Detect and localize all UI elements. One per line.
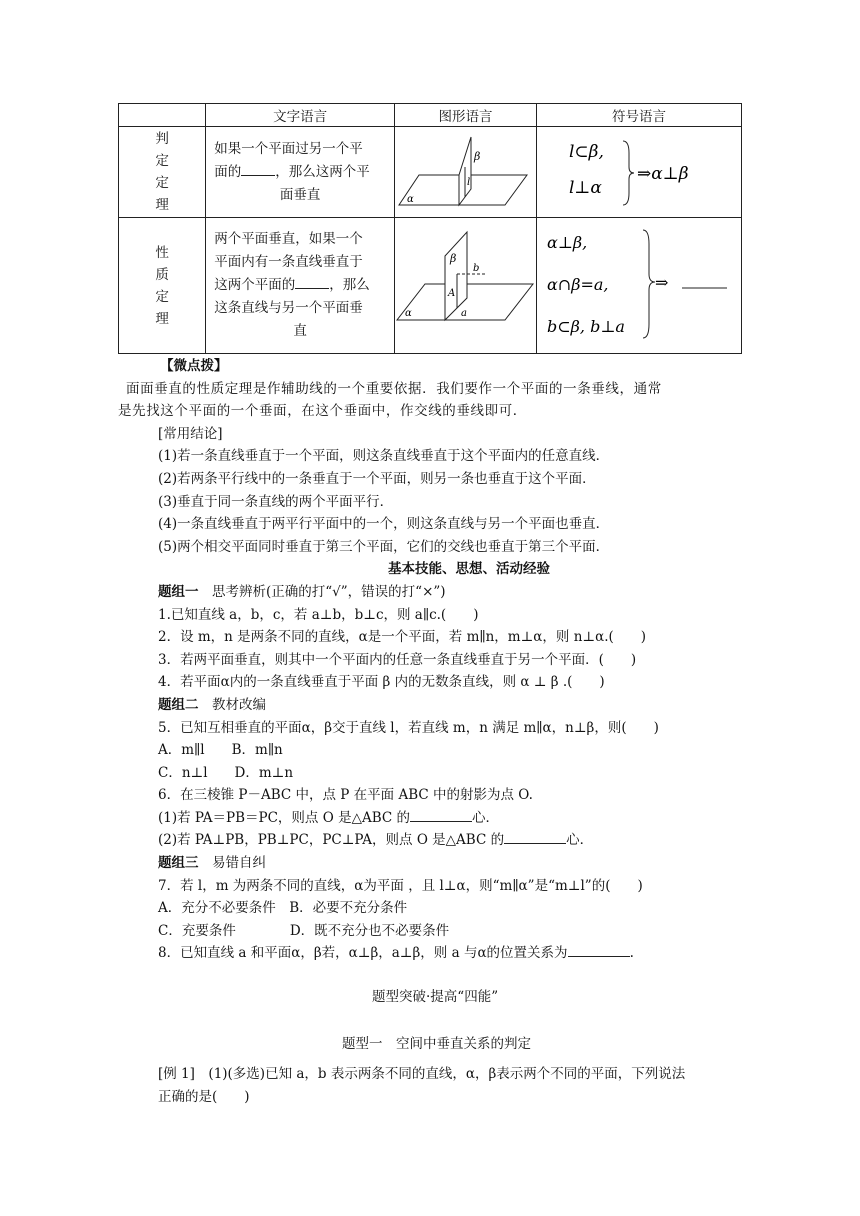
- figure-label-beta: β: [474, 150, 481, 163]
- row-head-char: 定: [155, 153, 169, 169]
- fill-blank: [568, 942, 630, 957]
- property-text-line: 两个平面垂直，如果一个: [214, 231, 363, 247]
- tip-paragraph: 面面垂直的性质定理是作辅助线的一个重要依据．我们要作一个平面的一条垂线，通常: [126, 380, 662, 397]
- judgment-symbol-expression: [537, 127, 741, 213]
- property-text-line: 这条直线与另一个平面垂: [214, 300, 363, 316]
- group-title: 题组一: [158, 583, 199, 600]
- symbol-line: α⊥β,: [546, 232, 588, 252]
- question-1: 1.已知直线 a，b，c，若 a⊥b，b⊥c，则 a∥c.( ): [158, 606, 479, 623]
- figure-label-alpha: α: [405, 307, 413, 319]
- table-header-row: [119, 104, 742, 127]
- conclusion-item: (5)两个相交平面同时垂直于第三个平面，它们的交线也垂直于第三个平面．: [158, 538, 610, 555]
- group2-header: [158, 694, 768, 717]
- conclusion-item: (4)一条直线垂直于两平行平面中的一个，则这条直线与另一个平面也垂直．: [158, 516, 610, 533]
- question-6: 6．在三棱锥 P－ABC 中，点 P 在平面 ABC 中的射影为点 O.: [158, 787, 533, 804]
- group-title: 题组二: [158, 696, 199, 713]
- example-tag: [例 1]: [158, 1066, 195, 1083]
- question-6-part-2: [158, 829, 768, 852]
- property-symbol-cell: [536, 218, 741, 354]
- example-line-1: [158, 1063, 768, 1086]
- question-5-options: A．m∥l B．m∥n: [158, 742, 283, 759]
- fill-blank: [241, 161, 275, 176]
- figure-label-a: a: [461, 307, 468, 319]
- theorem-table: [118, 103, 742, 354]
- property-figure-cell: [395, 218, 537, 354]
- text-fragment: 心．: [472, 809, 499, 826]
- question-7-options: C．充要条件 D．既不充分也不必要条件: [158, 922, 450, 939]
- text-fragment: 面的: [214, 163, 242, 180]
- symbol-implies: ⇒: [654, 272, 669, 292]
- symbol-line: α∩β=a,: [546, 274, 609, 294]
- symbol-conclusion: ⇒α⊥β: [636, 164, 689, 184]
- text-fragment: (1)(多选)已知 a，b 表示两条不同的直线，α，β表示两个不同的平面，下列说法: [208, 1066, 686, 1083]
- row-head-char: 理: [155, 310, 169, 327]
- text-fragment: 心．: [566, 832, 594, 849]
- question-7-options: A．充分不必要条件 B．必要不充分条件: [158, 900, 408, 917]
- group-desc: 易错自纠: [212, 855, 266, 872]
- group3-header: [158, 852, 768, 875]
- row-head-char: 判: [155, 131, 169, 147]
- text-fragment: 8．已知直线 a 和平面α，β若，α⊥β，a⊥β，则 a 与α的位置关系为: [158, 945, 568, 962]
- conclusions-title: [常用结论]: [158, 425, 223, 442]
- figure-label-l: l: [467, 177, 471, 188]
- group-desc: 教材改编: [212, 696, 266, 713]
- brace-icon: [623, 141, 634, 205]
- table-row-judgment: [119, 127, 742, 218]
- judgment-figure-cell: [395, 127, 537, 218]
- judgment-text-line: 面垂直: [279, 186, 321, 203]
- row-head-char: 理: [155, 197, 169, 213]
- row-head-property: [119, 218, 206, 354]
- section-subtitle: 题型一 空间中垂直关系的判定: [342, 1035, 531, 1052]
- fill-blank: [410, 807, 472, 822]
- group-title: 题组三: [158, 855, 199, 872]
- conclusion-item: (3)垂直于同一条直线的两个平面平行．: [158, 493, 394, 510]
- question-6-part-1: [158, 807, 768, 830]
- property-text-line: 平面内有一条直线垂直于: [214, 254, 363, 270]
- perpendicular-planes-figure: [395, 127, 535, 213]
- row-head-char: 质: [155, 266, 169, 283]
- property-text-cell: [206, 218, 395, 354]
- property-symbol-expression: [537, 220, 741, 348]
- group-desc: 思考辨析(正确的打“√”，错误的打“×”): [212, 583, 446, 600]
- figure-label-A: A: [448, 287, 456, 299]
- question-5-options: C．n⊥l D．m⊥n: [158, 764, 294, 781]
- conclusion-item: (1)若一条直线垂直于一个平面，则这条直线垂直于这个平面内的任意直线．: [158, 448, 610, 465]
- text-fragment: (1)若 PA＝PB＝PC，则点 O 是△ABC 的: [158, 809, 410, 826]
- conclusion-item: (2)若两条平行线中的一条垂直于一个平面，则另一条也垂直于这个平面．: [158, 470, 596, 487]
- lower-text: [128, 986, 768, 1108]
- table-row-property: [119, 218, 742, 354]
- symbol-line: l⊂β,: [568, 142, 604, 162]
- text-fragment: ，那么这两个平: [275, 163, 370, 180]
- text-fragment: ，那么: [329, 277, 370, 293]
- row-head-judgment: [119, 127, 206, 218]
- text-fragment: 这两个平面的: [214, 277, 296, 293]
- row-head-char: 定: [155, 288, 169, 305]
- question-3: 3．若两平面垂直，则其中一个平面内的任意一条直线垂直于另一个平面．( ): [158, 651, 637, 668]
- row-head-char: 定: [155, 175, 169, 191]
- question-5: 5．已知互相垂直的平面α，β交于直线 l，若直线 m，n 满足 m∥α，n⊥β，则( ): [158, 719, 659, 736]
- figure-label-beta: β: [450, 251, 457, 265]
- tip-title: 【微点拨】: [160, 358, 228, 374]
- symbol-line: l⊥α: [568, 178, 602, 198]
- row-head-char: 性: [155, 244, 169, 261]
- group1-header: [158, 581, 768, 604]
- perpendicular-planes-property-figure: [395, 224, 535, 344]
- column-header-symbol: 符号语言: [536, 104, 741, 127]
- text-fragment: .: [629, 945, 634, 962]
- fill-blank: [504, 829, 566, 844]
- column-header-text: 文字语言: [206, 104, 395, 127]
- judgment-symbol-cell: [536, 127, 741, 218]
- question-7: 7．若 l，m 为两条不同的直线，α为平面 ，且 l⊥α，则“m∥α”是“m⊥l”的( ): [158, 877, 643, 894]
- example-line-2: 正确的是( ): [158, 1088, 250, 1105]
- question-4: 4．若平面α内的一条直线垂直于平面 β 内的无数条直线，则 α ⊥ β .( ): [158, 674, 605, 691]
- figure-label-b: b: [473, 262, 480, 274]
- property-text-line: 直: [293, 323, 307, 339]
- symbol-line: b⊂β, b⊥a: [546, 316, 625, 336]
- text-fragment: (2)若 PA⊥PB，PB⊥PC，PC⊥PA，则点 O 是△ABC 的: [158, 832, 505, 849]
- section-title: 基本技能、思想、活动经验: [388, 561, 550, 578]
- property-text-line: [214, 274, 386, 297]
- column-header-figure: 图形语言: [395, 104, 537, 127]
- section-title: 题型突破·提高“四能”: [372, 989, 499, 1005]
- question-8: [158, 942, 768, 965]
- figure-label-alpha: α: [407, 194, 415, 205]
- table-corner-cell: [119, 104, 206, 127]
- body-text: [118, 355, 768, 965]
- judgment-text-line: 如果一个平面过另一个平: [214, 140, 363, 157]
- brace-icon: [643, 230, 655, 338]
- fill-blank: [295, 274, 329, 289]
- question-2: 2．设 m，n 是两条不同的直线，α是一个平面，若 m∥n，m⊥α，则 n⊥α.( ): [158, 629, 647, 646]
- judgment-text-line: [214, 161, 386, 184]
- judgment-text-cell: [206, 127, 395, 218]
- tip-paragraph: 是先找这个平面的一个垂面，在这个垂面中，作交线的垂线即可．: [118, 403, 527, 420]
